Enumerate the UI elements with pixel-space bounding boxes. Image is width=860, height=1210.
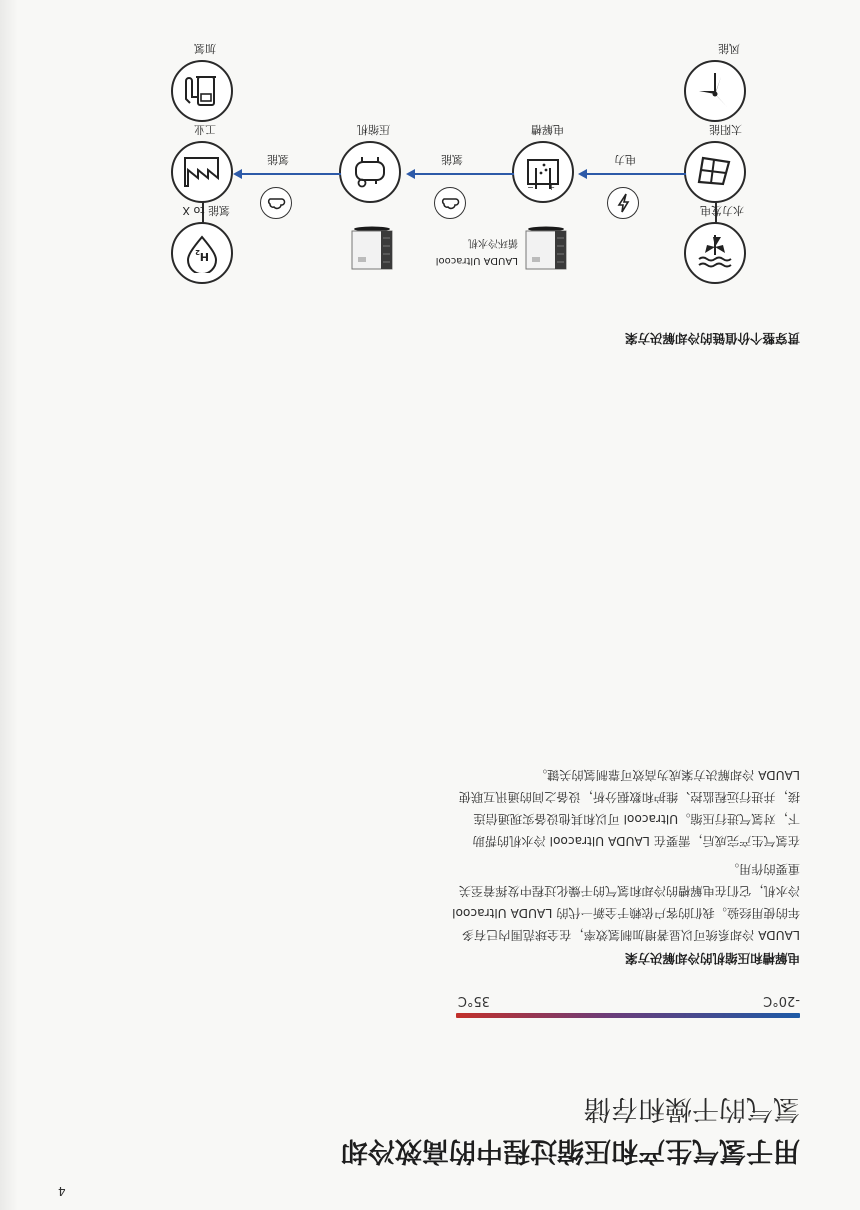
hydrogen-label-2: 氢能 — [267, 153, 289, 166]
compressor-icon — [350, 152, 390, 192]
electrolyzer-icon — [523, 152, 563, 192]
temperature-bar — [456, 1013, 800, 1018]
hydrogen-cloud-icon — [439, 192, 461, 214]
chiller-icon-2 — [350, 226, 394, 272]
use-label-refuel: 加氢 — [194, 42, 216, 55]
power-to-x-circle — [171, 222, 233, 284]
temperature-low: -20°C — [763, 993, 800, 1008]
power-label: 电力 — [614, 153, 636, 166]
svg-text:+: + — [548, 183, 555, 192]
section-body — [450, 758, 800, 946]
chiller-unit-2 — [350, 226, 394, 272]
chiller-caption-line1: LAUDA Ultracool — [435, 255, 518, 266]
page-title: 用于氢气生产和压缩过程中的高效冷却 — [341, 1135, 800, 1166]
factory-icon — [182, 152, 222, 192]
wind-turbine-icon — [695, 71, 735, 111]
value-chain-heading: 贯穿整个价值链的冷却解决方案 — [624, 331, 800, 346]
industry-circle — [171, 141, 233, 203]
chiller-caption-line2: 循环冷水机 — [468, 237, 518, 248]
electrolyzer-circle — [512, 141, 574, 203]
flow-line-hydrogen-1 — [414, 173, 514, 175]
section-paragraph-2: 在氢气生产完成后，需要在 LAUDA Ultracool 冷水机的帮助下，对氢气进行压缩。Ultracool 可以和其他设备实现通信连接，并进行远程监控、维护和数据分析，设备之间的通讯互联使 LAUDA 冷却解决方案成为高效可靠制氢的关键。 — [458, 768, 800, 848]
temperature-high: 35°C — [457, 993, 490, 1008]
flow-line-power — [586, 173, 686, 175]
hydrogen-badge-2 — [260, 187, 292, 219]
page-edge-shadow — [0, 0, 18, 1210]
use-label-industry: 工业 — [194, 123, 216, 136]
compressor-circle — [339, 141, 401, 203]
compressor-label: 压缩机 — [357, 123, 390, 136]
wind-circle — [684, 60, 746, 122]
flow-line-hydrogen-2 — [239, 173, 341, 175]
source-label-hydro: 水力发电 — [700, 204, 744, 217]
solar-circle — [684, 141, 746, 203]
hydrogen-cloud-icon-2 — [265, 192, 287, 214]
use-label-power-to-x: 氢能 to X — [182, 204, 230, 217]
section-paragraph-1: LAUDA 冷却系统可以显著增加制氢效率，在全球范围内已有多年的使用经验。我们的客户依赖于全新一代的 LAUDA Ultracool 冷水机，它们在电解槽的冷却和氢气的干燥化过程中发挥着至关重要的作用。 — [452, 862, 800, 942]
source-label-wind: 风能 — [718, 42, 740, 55]
source-label-solar: 太阳能 — [709, 123, 742, 136]
svg-text:H: H — [199, 250, 209, 263]
arrow-to-electrolyzer — [578, 169, 587, 179]
solar-panel-icon — [695, 152, 735, 192]
refuel-circle — [171, 60, 233, 122]
chiller-icon — [524, 226, 568, 272]
section-heading: 电解槽和压缩机的冷却解决方案 — [624, 951, 800, 966]
arrow-to-compressor — [406, 169, 415, 179]
hydrogen-label-1: 氢能 — [441, 153, 463, 166]
page-subtitle: 氢气的干燥和存储 — [584, 1093, 800, 1124]
svg-text:−: − — [527, 183, 534, 192]
hydro-power-icon — [695, 233, 735, 273]
h2-drop-icon — [182, 233, 222, 273]
hydrogen-badge-1 — [434, 187, 466, 219]
lightning-icon — [612, 192, 634, 214]
page-number: 4 — [58, 1184, 66, 1198]
chiller-unit-1 — [524, 226, 568, 272]
fuel-pump-icon — [182, 71, 222, 111]
electrolyzer-label: 电解槽 — [531, 123, 564, 136]
hydro-circle — [684, 222, 746, 284]
svg-text:2: 2 — [195, 248, 200, 256]
arrow-to-industry — [233, 169, 242, 179]
power-badge — [607, 187, 639, 219]
